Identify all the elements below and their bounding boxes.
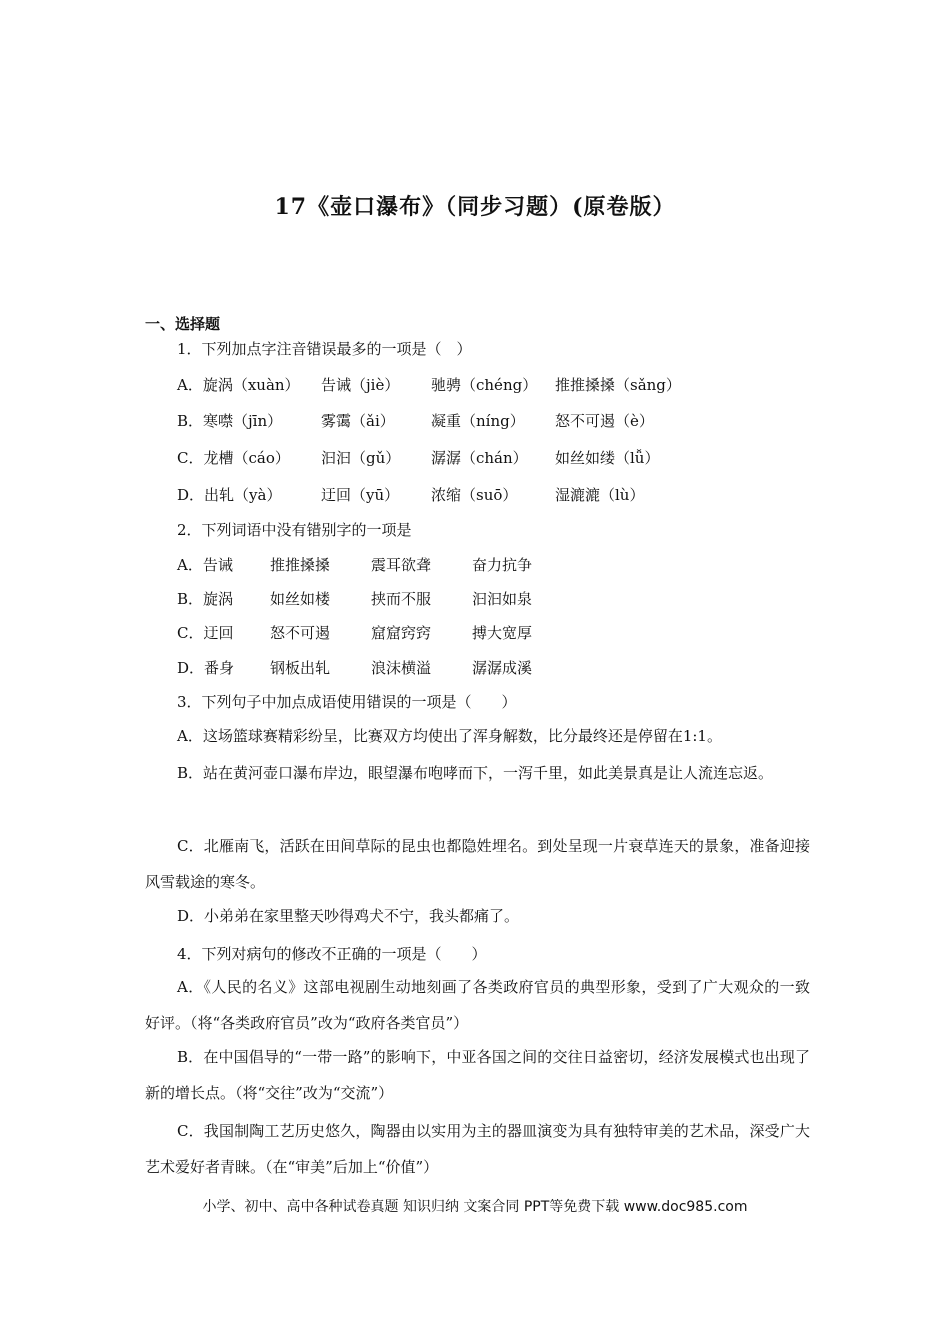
option-cell: D．番身	[177, 659, 235, 677]
option-cell: 湿漉漉（lù）	[555, 486, 645, 504]
option-cell: 怒不可遏（è）	[555, 412, 654, 430]
question-2-option-b	[177, 588, 532, 609]
question-4-stem: 4．下列对病句的修改不正确的一项是（ ）	[177, 945, 487, 963]
option-cell: C．迂回	[177, 624, 234, 642]
question-4-option-b: B．在中国倡导的“一带一路”的影响下，中亚各国之间的交往日益密切，经济发展模式也出现了新的增长点。（将“交往”改为“交流”）	[145, 1048, 810, 1102]
section-heading: 一、选择题	[145, 315, 221, 333]
option-cell: B．寒噤（jīn）	[177, 412, 283, 430]
option-cell: 奋力抗争	[472, 556, 533, 574]
question-2-option-a	[177, 554, 532, 575]
option-cell: C．龙槽（cáo）	[177, 449, 290, 467]
question-1-option-d	[177, 484, 644, 505]
option-cell: B．旋涡	[177, 590, 234, 608]
option-cell: 如丝如缕（lǚ）	[555, 449, 660, 467]
option-cell: 驰骋（chéng）	[431, 376, 538, 394]
option-cell: 潺潺成溪	[472, 659, 533, 677]
question-2-option-c	[177, 622, 532, 643]
question-1-stem: 1．下列加点字注音错误最多的一项是（ ）	[177, 340, 472, 358]
option-cell: 雾霭（ǎi）	[321, 412, 395, 430]
question-3-option-d: D．小弟弟在家里整天吵得鸡犬不宁，我头都痛了。	[177, 907, 520, 925]
option-cell: 窟窟窍窍	[371, 624, 432, 642]
option-cell: 浓缩（suō）	[431, 486, 518, 504]
option-cell: 震耳欲聋	[371, 556, 432, 574]
option-cell: 汩汩（gǔ）	[321, 449, 401, 467]
option-cell: 汩汩如泉	[472, 590, 533, 608]
question-1-option-b	[177, 410, 654, 431]
option-cell: A．告诫	[177, 556, 233, 574]
question-3-option-b: B．站在黄河壶口瀑布岸边，眼望瀑布咆哮而下，一泻千里，如此美景真是让人流连忘返。	[177, 764, 774, 782]
option-cell: 推推搡搡（sǎng）	[555, 376, 681, 394]
option-cell: 挟而不服	[371, 590, 432, 608]
question-4-option-a: A．《人民的名义》这部电视剧生动地刻画了各类政府官员的典型形象，受到了广大观众的一致好评。（将“各类政府官员”改为“政府各类官员”）	[145, 978, 810, 1032]
question-3-option-c: C．北雁南飞，活跃在田间草际的昆虫也都隐姓埋名。到处呈现一片衰草连天的景象，准备迎接风雪载途的寒冬。	[145, 837, 810, 891]
question-2-option-d	[177, 657, 532, 678]
question-3-option-a: A．这场篮球赛精彩纷呈，比赛双方均使出了浑身解数，比分最终还是停留在1:1。	[177, 727, 722, 745]
option-cell: 浪沫横溢	[371, 659, 432, 677]
option-cell: 钢板出轧	[270, 659, 331, 677]
page-title: 17《壶口瀑布》（同步习题）(原卷版）	[274, 194, 676, 220]
option-cell: 如丝如楼	[270, 590, 331, 608]
question-2-stem: 2．下列词语中没有错别字的一项是	[177, 521, 412, 539]
question-1-option-a	[177, 374, 681, 395]
option-cell: 怒不可遏	[270, 624, 331, 642]
option-cell: D．出轧（yà）	[177, 486, 282, 504]
option-cell: A．旋涡（xuàn）	[177, 376, 300, 394]
option-cell: 告诫（jiè）	[321, 376, 400, 394]
option-cell: 潺潺（chán）	[431, 449, 528, 467]
question-1-option-c	[177, 447, 659, 468]
option-cell: 凝重（níng）	[431, 412, 525, 430]
option-cell: 搏大宽厚	[472, 624, 533, 642]
question-3-stem: 3．下列句子中加点成语使用错误的一项是（ ）	[177, 693, 517, 711]
option-cell: 迂回（yū）	[321, 486, 400, 504]
option-cell: 推推搡搡	[270, 556, 331, 574]
page-footer: 小学、初中、高中各种试卷真题 知识归纳 文案合同 PPT等免费下载 www.doc985.com	[202, 1199, 748, 1215]
question-4-option-c: C．我国制陶工艺历史悠久，陶器由以实用为主的器皿演变为具有独特审美的艺术品，深受广大艺术爱好者青睐。（在“审美”后加上“价值”）	[145, 1122, 810, 1176]
